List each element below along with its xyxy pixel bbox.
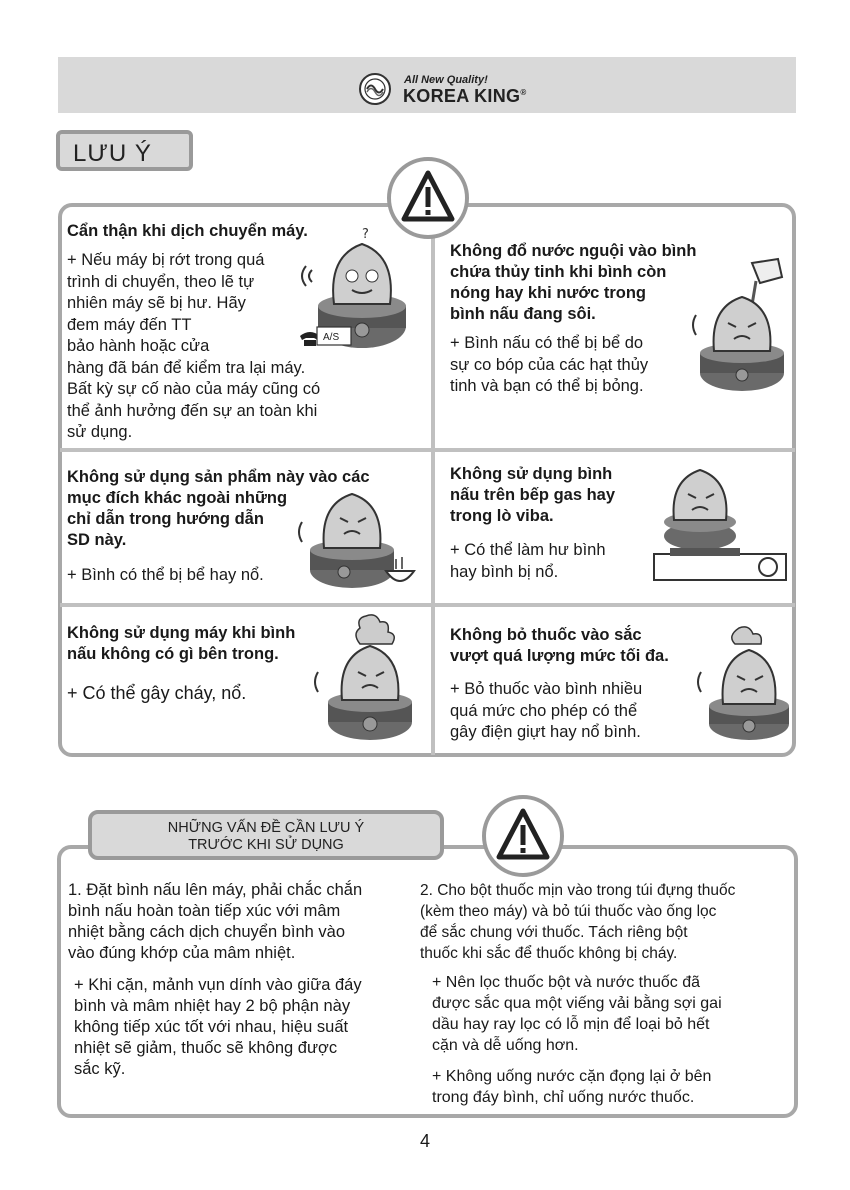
precaution-note-1: + Khi cặn, mảnh vụn dính vào giữa đáy bình và mâm nhiệt hay 2 bộ phận này không tiếp xúc tốt với nhau, hiệu suất nhiệt sẽ giảm, thuốc sẽ không được sắc kỹ. (74, 976, 362, 1078)
steam-icon (356, 615, 394, 644)
caution-2-body: + Bình nấu có thể bị bể do sự co bóp của các hạt thủy tinh và bạn có thể bị bỏng. (450, 334, 649, 395)
section-title-box (56, 130, 193, 171)
precaution-note-3: + Không uống nước cặn đọng lại ở bên trong đáy bình, chỉ uống nước thuốc. (432, 1068, 712, 1106)
brand-name-text: KOREA KING (403, 86, 521, 106)
korea-king-emblem-icon (358, 72, 392, 106)
precautions-title: NHỮNG VẤN ĐỀ CẦN LƯU Ý TRƯỚC KHI SỬ DỤNG (167, 820, 365, 853)
caution-6-title: Không bỏ thuốc vào sắc vượt quá lượng mức tối đa. (450, 626, 669, 665)
page-number: 4 (419, 1131, 430, 1151)
panel-divider-row2 (60, 603, 795, 607)
kettle-on-gas-stove-illustration (650, 462, 790, 590)
empty-kettle-illustration (310, 612, 422, 746)
brand-logo (358, 72, 558, 108)
gas-stove-icon (654, 548, 786, 580)
caution-1-title: Cẩn thận khi dịch chuyển máy. (67, 222, 308, 240)
caution-5-title: Không sử dụng máy khi bình nấu không có gì bên trong. (67, 624, 296, 663)
section-title: LƯU Ý (73, 140, 152, 167)
caution-1-body: + Nếu máy bị rớt trong quá trình di chuyển, theo lẽ tự nhiên máy sẽ bị hư. Hãy đem máy đến TT bảo hành hoặc cửa hàng đã bán để kiểm tra lại máy. Bất kỳ sự cố nào của máy cũng có thể ảnh hưởng đến sự an toàn khi sử dụng. (67, 251, 321, 441)
precautions-title-tab (88, 810, 444, 860)
overfilled-kettle-illustration (695, 622, 795, 746)
caution-6-body: + Bỏ thuốc vào bình nhiều quá mức cho phép có thể gây điện giựt hay nổ bình. (450, 680, 643, 741)
caution-4-title: Không sử dụng bình nấu trên bếp gas hay trong lò viba. (450, 465, 616, 525)
brand-tagline: All New Quality! (404, 74, 488, 86)
kettle-pouring-illustration (690, 255, 795, 395)
warning-triangle-icon (494, 805, 552, 867)
precaution-item-1: 1. Đặt bình nấu lên máy, phải chắc chắn bình nấu hoàn toàn tiếp xúc với mâm nhiệt bằng cách dịch chuyển bình vào vào đúng khớp của mâm nhiệt. (68, 881, 363, 962)
noodle-bowl-icon (382, 555, 418, 591)
caution-4-body: + Có thể làm hư bình hay bình bị nổ. (450, 541, 606, 581)
precaution-item-2: 2. Cho bột thuốc mịn vào trong túi đựng thuốc (kèm theo máy) và bỏ túi thuốc vào ống lọc để sắc chung với thuốc. Tách riêng bột thuốc khi sắc để thuốc không bị cháy. (420, 882, 736, 962)
brand-name (403, 86, 527, 107)
panel-divider-vertical (431, 235, 435, 755)
caution-3-title: Không sử dụng sản phẩm này vào các mục đích khác ngoài những chỉ dẫn trong hướng dẫn SD này. (67, 468, 370, 549)
warning-triangle-icon (399, 167, 457, 229)
precaution-note-2: + Nên lọc thuốc bột và nước thuốc đã được sắc qua một viếng vải bằng sợi gai dầu hay ray lọc có lỗ mịn để loại bỏ hết cặn và dễ uống hơn. (432, 974, 722, 1054)
warning-badge-bottom (482, 795, 564, 877)
caution-3-body: + Bình có thể bị bể hay nổ. (67, 566, 264, 584)
panel-divider-row1 (60, 448, 795, 452)
caution-2-title: Không đổ nước nguội vào bình chứa thủy tinh khi bình còn nóng hay khi nước trong bình nấu đang sôi. (450, 242, 697, 323)
caution-5-body: + Có thể gây cháy, nổ. (67, 683, 247, 703)
service-sign (313, 325, 355, 347)
service-sign-label: A/S (323, 332, 340, 343)
svg-text:?: ? (362, 227, 369, 242)
registered-mark: ® (520, 88, 527, 97)
